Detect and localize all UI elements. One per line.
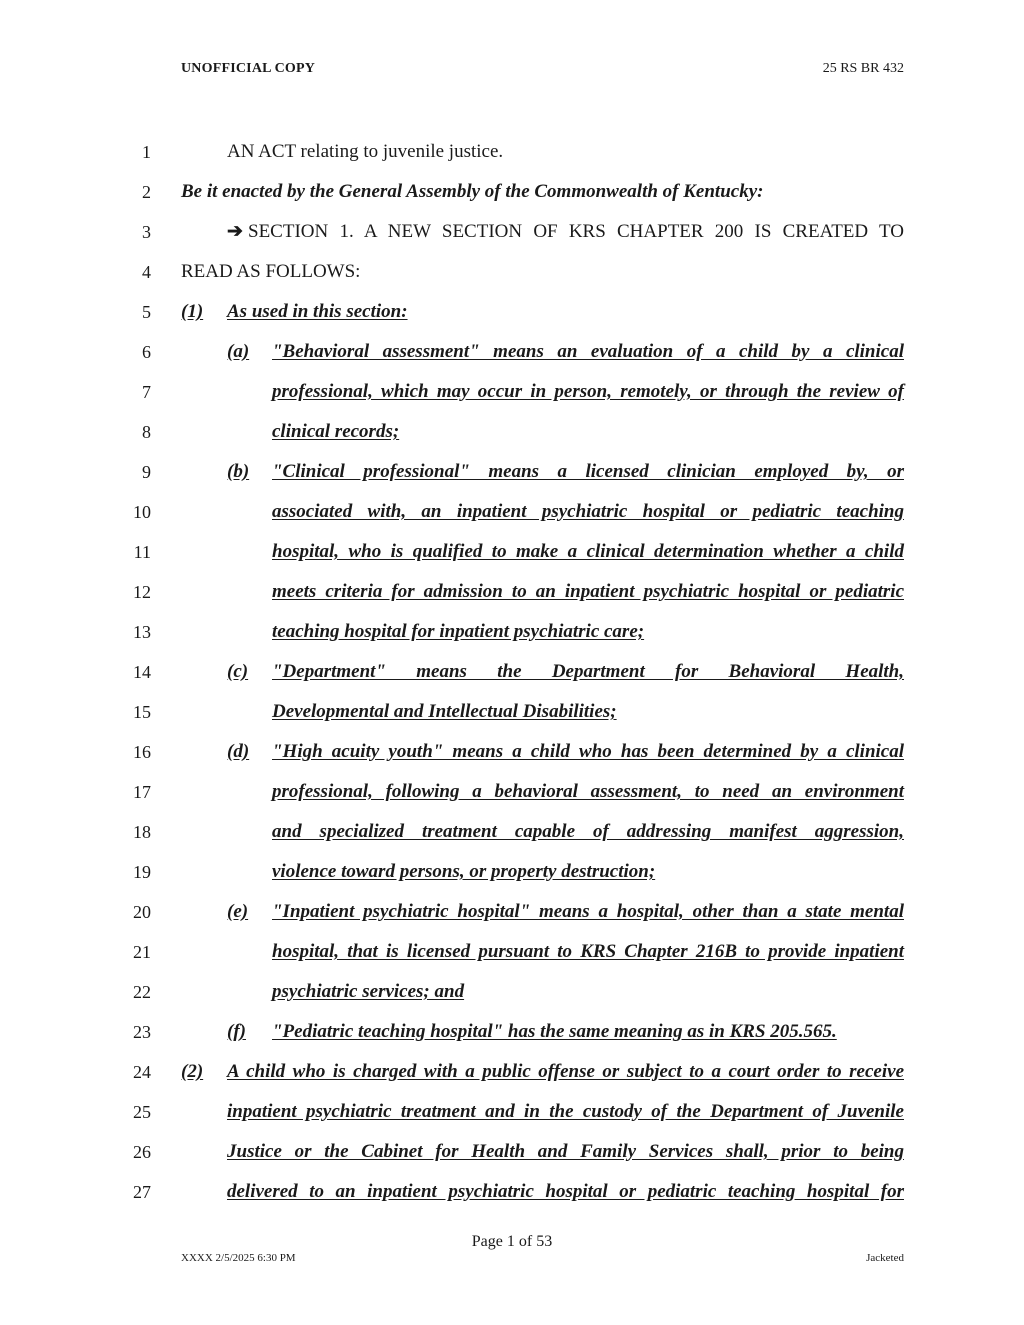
line-number: 25	[133, 1102, 151, 1122]
inserted-text: teaching hospital for inpatient psychiatric care;	[272, 621, 645, 642]
inserted-text: "Inpatient psychiatric hospital" means a hospital, other than a state mental	[272, 901, 904, 922]
line-number: 7	[142, 382, 151, 402]
paragraph-label: (a)	[227, 341, 250, 362]
document-line	[0, 140, 1024, 180]
document-line	[0, 620, 1024, 660]
line-number: 22	[133, 982, 151, 1002]
line-number: 17	[133, 782, 151, 802]
subsection-label: (2)	[181, 1061, 204, 1082]
line-number: 1	[142, 142, 151, 162]
inserted-text: violence toward persons, or property destruction;	[272, 861, 656, 882]
line-number: 12	[133, 582, 151, 602]
inserted-text: "Department" means the Department for Behavioral Health,	[272, 661, 904, 682]
inserted-text: hospital, that is licensed pursuant to KRS Chapter 216B to provide inpatient	[272, 941, 904, 962]
document-line	[0, 220, 1024, 260]
inserted-text: delivered to an inpatient psychiatric hospital or pediatric teaching hospital for	[227, 1181, 904, 1202]
line-number: 15	[133, 702, 151, 722]
header-bill-request: 25 RS BR 432	[822, 61, 904, 76]
line-number: 8	[142, 422, 151, 442]
document-line	[0, 300, 1024, 340]
document-line	[0, 980, 1024, 1020]
document-line	[0, 500, 1024, 540]
document-line	[0, 820, 1024, 860]
section-heading-continued: READ AS FOLLOWS:	[181, 261, 361, 282]
inserted-text: As used in this section:	[227, 301, 408, 322]
inserted-text: hospital, who is qualified to make a clinical determination whether a child	[272, 541, 904, 562]
document-line	[0, 660, 1024, 700]
line-number: 4	[142, 262, 151, 282]
line-number: 2	[142, 182, 151, 202]
paragraph-label: (d)	[227, 741, 250, 762]
inserted-text: clinical records;	[272, 421, 400, 442]
line-number: 20	[133, 902, 151, 922]
line-number: 6	[142, 342, 151, 362]
inserted-text: professional, following a behavioral assessment, to need an environment	[272, 781, 904, 802]
document-line	[0, 380, 1024, 420]
document-line	[0, 1060, 1024, 1100]
inserted-text: "Clinical professional" means a licensed clinician employed by, or	[272, 461, 904, 482]
document-line	[0, 420, 1024, 460]
document-line	[0, 1100, 1024, 1140]
line-number: 16	[133, 742, 151, 762]
line-number: 11	[133, 542, 151, 562]
inserted-text: "High acuity youth" means a child who has been determined by a clinical	[272, 741, 904, 762]
inserted-text: A child who is charged with a public offense or subject to a court order to receive	[227, 1061, 904, 1082]
document-line	[0, 180, 1024, 220]
paragraph-label: (e)	[227, 901, 249, 922]
inserted-text: Developmental and Intellectual Disabilities;	[272, 701, 617, 722]
document-line	[0, 580, 1024, 620]
document-line	[0, 740, 1024, 780]
line-number: 21	[133, 942, 151, 962]
inserted-text: "Pediatric teaching hospital" has the same meaning as in KRS 205.565.	[272, 1021, 837, 1042]
subsection-label: (1)	[181, 301, 204, 322]
line-number: 10	[133, 502, 151, 522]
enacting-clause: Be it enacted by the General Assembly of the Commonwealth of Kentucky:	[181, 181, 764, 202]
section-heading: SECTION 1. A NEW SECTION OF KRS CHAPTER 200 IS CREATED TO	[248, 221, 904, 242]
document-line	[0, 1020, 1024, 1060]
footer-draft-stamp: XXXX 2/5/2025 6:30 PM	[181, 1252, 296, 1264]
section-arrow-icon: ➔	[227, 221, 243, 242]
line-number: 27	[133, 1182, 151, 1202]
inserted-text: meets criteria for admission to an inpatient psychiatric hospital or pediatric	[272, 581, 904, 602]
line-number: 14	[133, 662, 151, 682]
line-number: 5	[142, 302, 151, 322]
document-line	[0, 540, 1024, 580]
document-line	[0, 340, 1024, 380]
inserted-text: professional, which may occur in person, remotely, or through the review of	[272, 381, 904, 402]
document-line	[0, 1140, 1024, 1180]
inserted-text: associated with, an inpatient psychiatric hospital or pediatric teaching	[272, 501, 904, 522]
inserted-text: and specialized treatment capable of addressing manifest aggression,	[272, 821, 904, 842]
line-number: 3	[142, 222, 151, 242]
document-line	[0, 700, 1024, 740]
line-number: 13	[133, 622, 151, 642]
document-line	[0, 460, 1024, 500]
line-number: 19	[133, 862, 151, 882]
page-number: Page 1 of 53	[471, 1233, 553, 1250]
document-line	[0, 900, 1024, 940]
line-number: 18	[133, 822, 151, 842]
document-line	[0, 780, 1024, 820]
inserted-text: Justice or the Cabinet for Health and Family Services shall, prior to being	[227, 1141, 904, 1162]
document-line	[0, 1180, 1024, 1220]
paragraph-label: (f)	[227, 1021, 246, 1042]
inserted-text: "Behavioral assessment" means an evaluation of a child by a clinical	[272, 341, 904, 362]
line-number: 26	[133, 1142, 151, 1162]
document-line	[0, 860, 1024, 900]
paragraph-label: (b)	[227, 461, 250, 482]
document-line	[0, 940, 1024, 980]
paragraph-label: (c)	[227, 661, 249, 682]
line-number: 23	[133, 1022, 151, 1042]
line-number: 9	[142, 462, 151, 482]
inserted-text: psychiatric services; and	[272, 981, 465, 1002]
act-title: AN ACT relating to juvenile justice.	[227, 141, 504, 162]
header-unofficial-copy: UNOFFICIAL COPY	[181, 61, 316, 76]
footer-status: Jacketed	[866, 1252, 904, 1264]
inserted-text: inpatient psychiatric treatment and in the custody of the Department of Juvenile	[227, 1101, 904, 1122]
line-number: 24	[133, 1062, 151, 1082]
document-line	[0, 260, 1024, 300]
